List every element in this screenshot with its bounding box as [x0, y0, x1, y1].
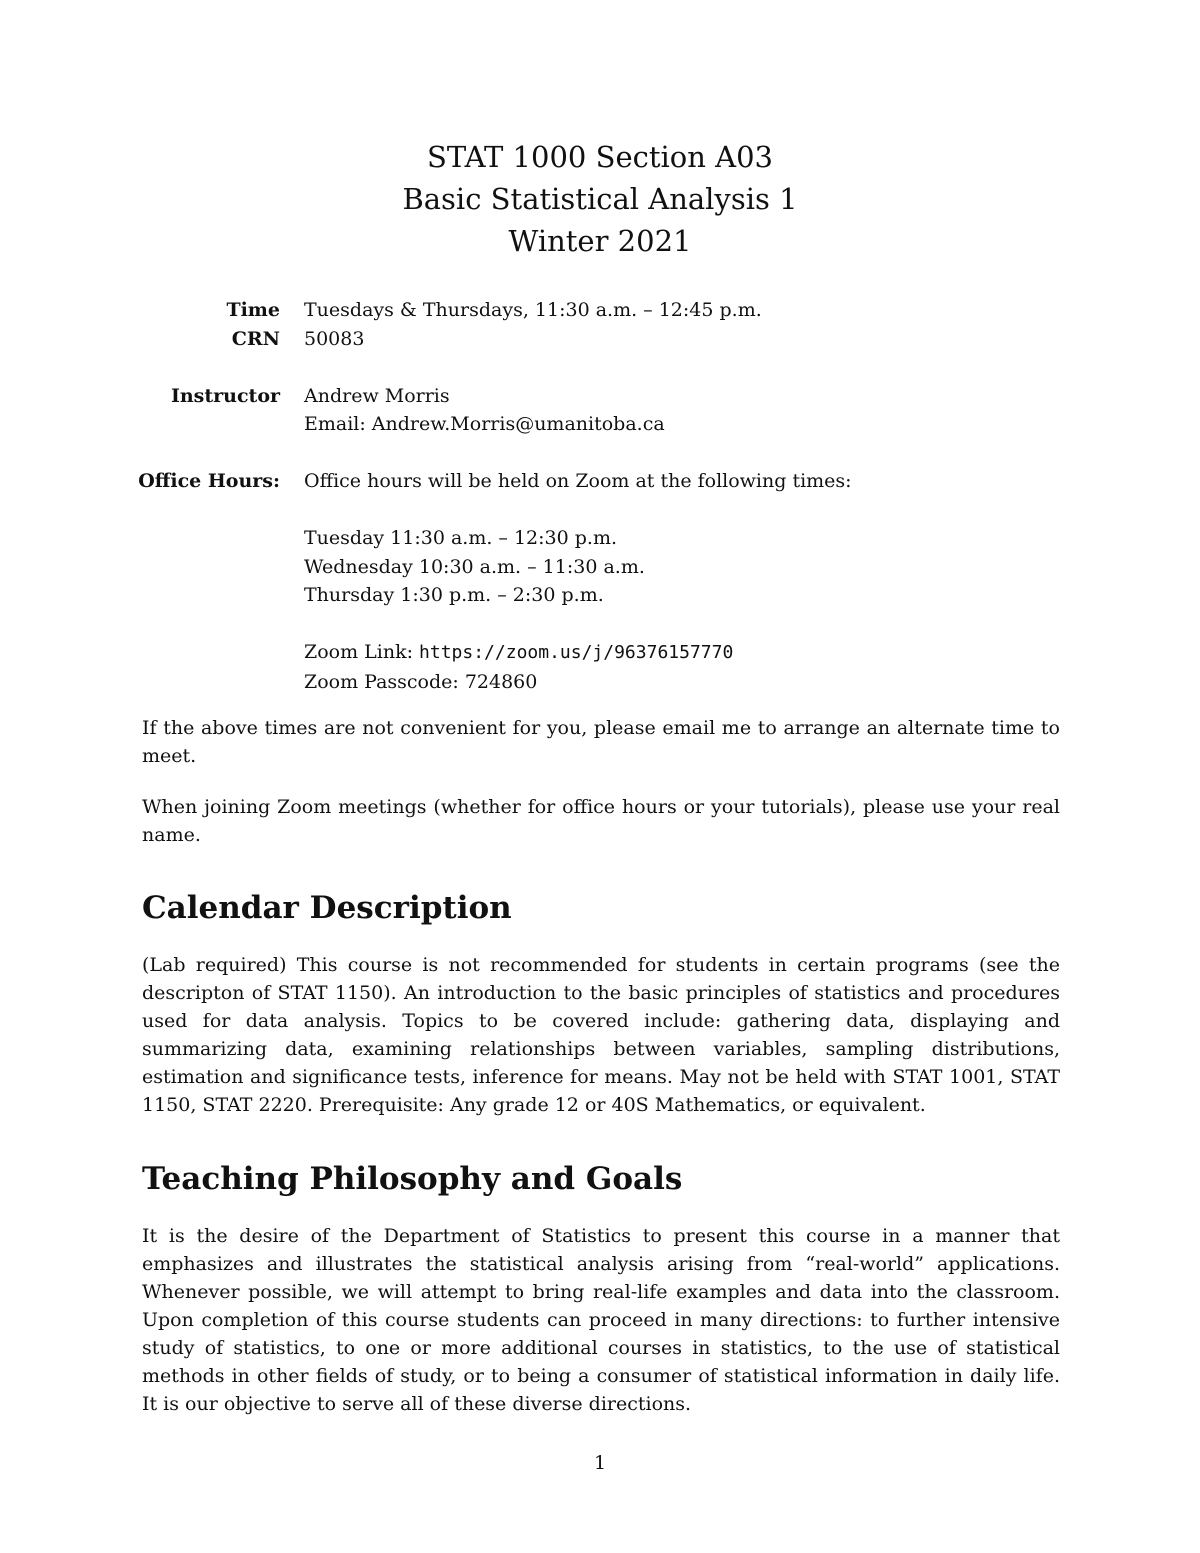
- office-hours-wednesday: Wednesday 10:30 a.m. – 11:30 a.m.: [304, 555, 645, 578]
- time-value: Tuesdays & Thursdays, 11:30 a.m. – 12:45 p.m.: [304, 299, 762, 321]
- crn-value: 50083: [304, 327, 365, 350]
- zoom-passcode-row: [120, 668, 1080, 697]
- zoom-link-row: [120, 638, 1080, 668]
- course-info-table: [120, 296, 1080, 696]
- crn-label: CRN: [231, 327, 280, 350]
- calendar-description-heading: Calendar Description: [142, 890, 512, 926]
- office-hours-label: Office Hours:: [138, 470, 280, 492]
- page-number: 1: [593, 1452, 607, 1474]
- office-hours-thursday: Thursday 1:30 p.m. – 2:30 p.m.: [304, 584, 604, 606]
- teaching-philosophy-heading: Teaching Philosophy and Goals: [142, 1161, 683, 1197]
- instructor-row: [120, 382, 1080, 411]
- office-hours-intro: Office hours will be held on Zoom at the following times:: [304, 470, 852, 492]
- term-title: Winter 2021: [508, 224, 692, 258]
- zoom-passcode: Zoom Passcode: 724860: [304, 670, 538, 693]
- office-hours-tuesday: Tuesday 11:30 a.m. – 12:30 p.m.: [304, 527, 618, 549]
- course-code-title: STAT 1000 Section A03: [427, 140, 773, 174]
- alternate-time-paragraph: If the above times are not convenient for you, please email me to arrange an alternate time to meet.: [142, 717, 1060, 767]
- calendar-description-text: (Lab required) This course is not recommended for students in certain programs (see the descripton of STAT 1150). An introduction to the basic principles of statistics and procedures used for data analysis. Topics to be covered include: gathering data, displaying and summarizing data, examining relationships between variables, sampling distributions, estimation and significance tests, inference for means. May not be held with STAT 1001, STAT 1150, STAT 2220. Prerequisite: Any grade 12 or 40S Mathematics, or equivalent.: [142, 954, 1060, 1116]
- time-label: Time: [226, 299, 280, 321]
- zoom-link-label: Zoom Link:: [304, 641, 420, 663]
- title-block: [0, 136, 1200, 262]
- instructor-name: Andrew Morris: [304, 384, 450, 407]
- teaching-philosophy-text: It is the desire of the Department of Statistics to present this course in a manner that emphasizes and illustrates the statistical analysis arising from “real-world” applications. Whenever possible, we will attempt to bring real-life examples and data into the classroom. Upon completion of this course students can proceed in many directions: to further intensive study of statistics, to one or more additional courses in statistics, to the use of statistical methods in other fields of study, or to being a consumer of statistical information in daily life. It is our objective to serve all of these diverse directions.: [142, 1225, 1060, 1415]
- instructor-label: Instructor: [170, 384, 280, 407]
- instructor-email-row: [120, 410, 1080, 439]
- instructor-email[interactable]: Email: Andrew.Morris@umanitoba.ca: [304, 413, 665, 435]
- course-name-title: Basic Statistical Analysis 1: [402, 182, 798, 216]
- office-hours-row: [120, 467, 1080, 496]
- crn-row: [120, 325, 1080, 354]
- real-name-paragraph: When joining Zoom meetings (whether for office hours or your tutorials), please use your real name.: [142, 796, 1060, 846]
- time-row: [120, 296, 1080, 325]
- zoom-link[interactable]: https://zoom.us/j/96376157770: [419, 642, 734, 663]
